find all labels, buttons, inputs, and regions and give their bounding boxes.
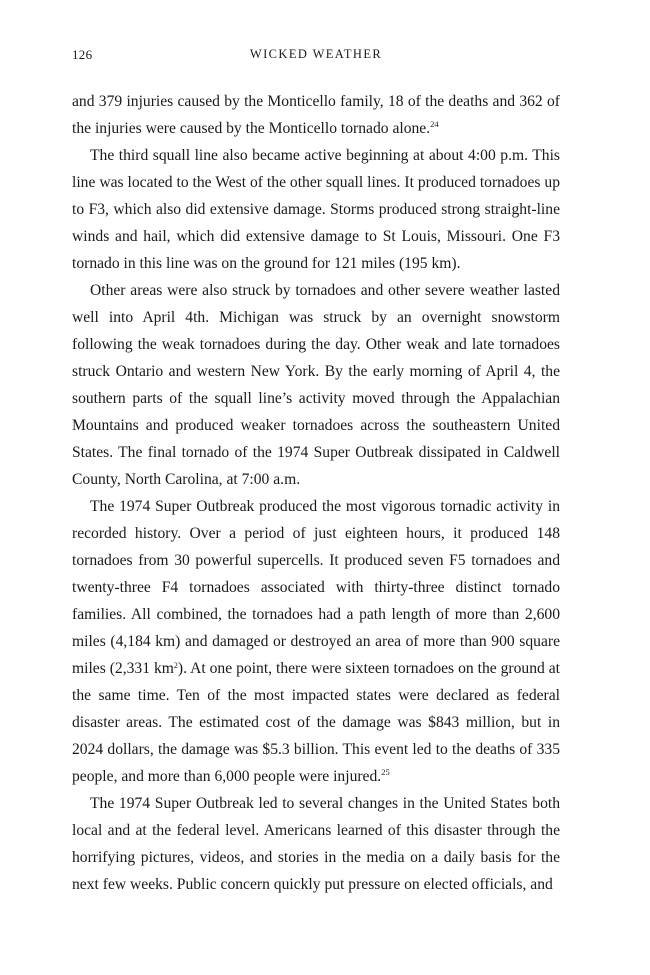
paragraph <box>72 142 560 277</box>
paragraph <box>72 277 560 493</box>
page-number: 126 <box>72 47 93 62</box>
paragraph-text: Other areas were also struck by tornadoes and other severe weather lasted well into April 4th. Michigan was struck by an overnight snowstorm following the weak tornadoes during the day. Other weak and late tornadoes struck Ontario and western New York. By the early morning of April 4, the southern parts of the squall line’s activity moved through the Appalachian Mountains and produced weaker tornadoes across the southeastern United States. The final tornado of the 1974 Super Outbreak dissipated in Caldwell County, North Carolina, at 7:00 a.m. <box>72 282 560 488</box>
body-text <box>72 88 560 898</box>
footnote-ref-25: 25 <box>381 767 390 777</box>
running-header <box>72 47 560 65</box>
paragraph-text: and 379 injuries caused by the Monticello family, 18 of the deaths and 362 of the injuries were caused by the Monticello tornado alone. <box>72 93 560 137</box>
running-title: WICKED WEATHER <box>249 47 383 61</box>
footnote-ref-24: 24 <box>430 119 439 129</box>
paragraph <box>72 790 560 898</box>
paragraph-text: The 1974 Super Outbreak led to several changes in the United States both local and at the federal level. Americans learned of this disaster through the horrifying pictures, videos, and stories in the media on a daily basis for the next few weeks. Public concern quickly put pressure on elected officials, and <box>72 795 560 893</box>
paragraph-continuation <box>72 88 560 142</box>
paragraph-text: The 1974 Super Outbreak produced the most vigorous tornadic activity in recorded history. Over a period of just eighteen hours, it produced 148 tornadoes from 30 powerful supercells. It produced seven F5 tornadoes and twenty-three F4 tornadoes associated with thirty-three distinct tornado families. All combined, the tornadoes had a path length of more than 2,600 miles (4,184 km) and damaged or destroyed an area of more than 900 square miles (2,331 km <box>72 498 560 677</box>
paragraph-text: ). At one point, there were sixteen tornadoes on the ground at the same time. Ten of the most impacted states were declared as federal disaster areas. The estimated cost of the damage was $843 million, but in 2024 dollars, the damage was $5.3 billion. This event led to the deaths of 335 people, and more than 6,000 people were injured. <box>72 660 560 785</box>
superscript-squared: 2 <box>173 661 178 670</box>
paragraph-text: The third squall line also became active beginning at about 4:00 p.m. This line was located to the West of the other squall lines. It produced tornadoes up to F3, which also did extensive damage. Storms produced strong straight-line winds and hail, which did extensive damage to St Louis, Missouri. One F3 tornado in this line was on the ground for 121 miles (195 km). <box>72 147 560 272</box>
paragraph <box>72 493 560 790</box>
